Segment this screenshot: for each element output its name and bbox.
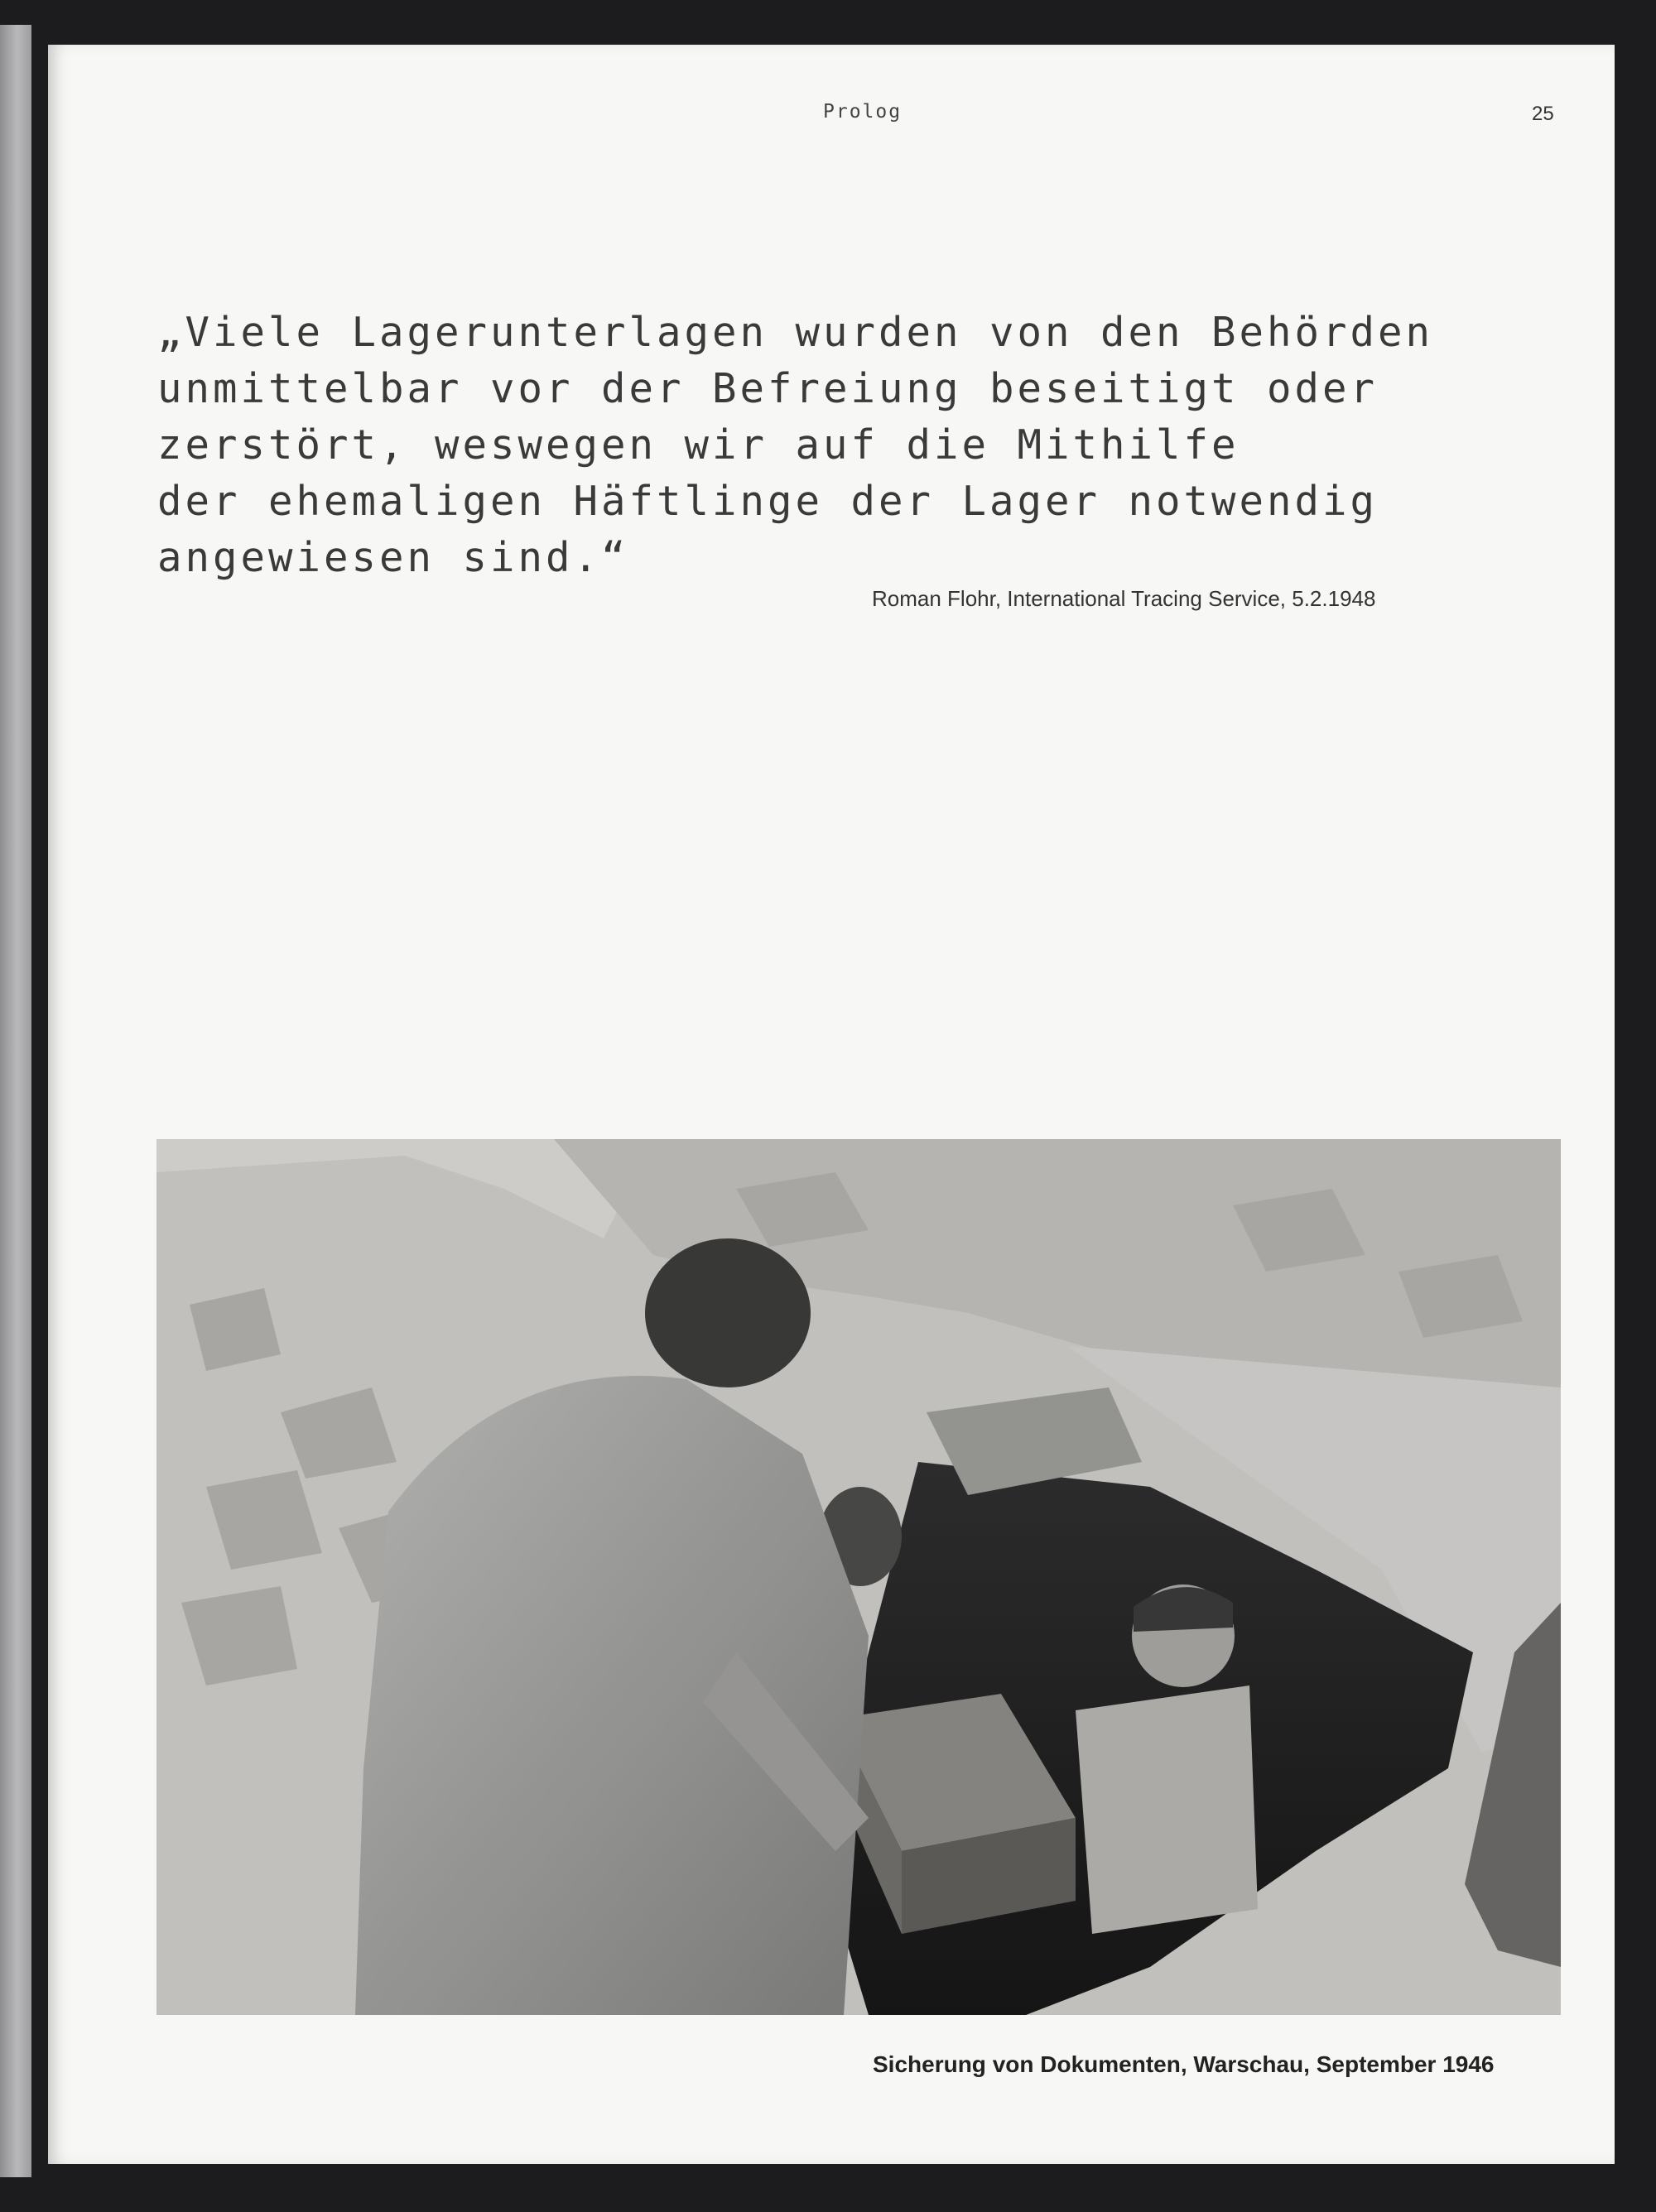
quote-line: der ehemaligen Häftlinge der Lager notwendig	[157, 478, 1379, 525]
page-number: 25	[1532, 103, 1554, 125]
photo-caption: Sicherung von Dokumenten, Warschau, September 1946	[873, 2051, 1495, 2077]
quote-line: „Viele Lagerunterlagen wurden von den Behörden	[157, 309, 1434, 356]
archival-photograph	[156, 1139, 1561, 2015]
running-head: Prolog	[823, 101, 903, 123]
epigraph-quote	[157, 305, 1482, 586]
quote-attribution: Roman Flohr, International Tracing Service, 5.2.1948	[872, 586, 1376, 611]
photo-tone	[156, 1139, 1561, 2015]
previous-page-edge	[0, 25, 31, 2177]
quote-line: zerstört, weswegen wir auf die Mithilfe	[157, 421, 1240, 469]
quote-line: angewiesen sind.“	[157, 534, 629, 581]
quote-line: unmittelbar vor der Befreiung beseitigt oder	[157, 365, 1379, 412]
